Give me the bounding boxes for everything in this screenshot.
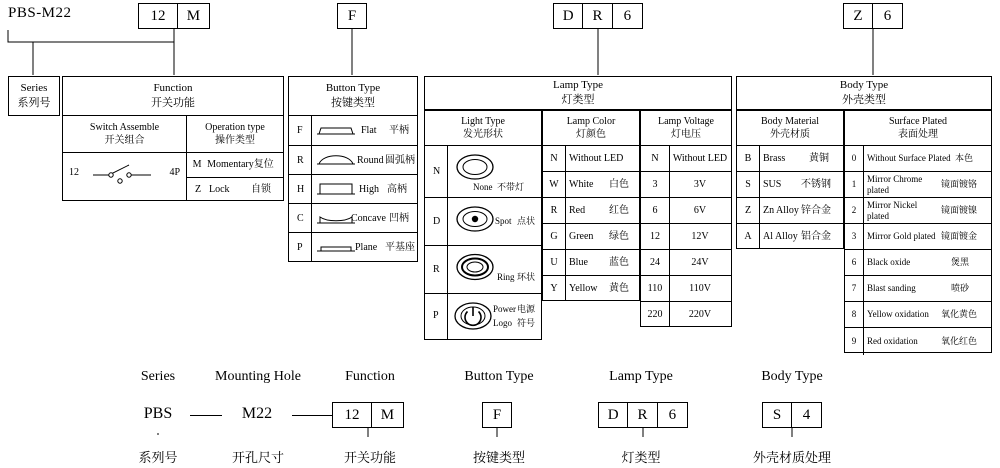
light-type-code-n: N — [433, 166, 441, 177]
light-type-column — [424, 110, 542, 340]
button-row-plane — [289, 233, 417, 262]
lamp-voltage-code-24: 24 — [650, 256, 660, 268]
button-row-round — [289, 146, 417, 175]
bottom-code-series: PBS — [143, 405, 173, 422]
lamp-voltage-en-220: 220V — [688, 308, 712, 320]
body-material-code-z: Z — [744, 204, 752, 216]
bottom-cn-mounting-hole: 开孔尺寸 — [231, 450, 284, 465]
light-type-row-none — [425, 146, 541, 198]
lamp-color-cn-w: 白色 — [609, 178, 629, 190]
lamp-color-cn-r: 红色 — [609, 204, 629, 216]
button-cn-high: 高柄 — [387, 184, 407, 195]
bottom-body-type-code-cell-2: 4 — [802, 406, 811, 423]
surface-code-1: 1 — [851, 179, 857, 190]
lamp-voltage-row-6 — [641, 198, 731, 224]
button-cn-flat: 平柄 — [389, 125, 409, 136]
lamp-color-column — [542, 110, 640, 301]
body-material-row-z — [737, 198, 843, 224]
lamp-color-en-u: Blue — [569, 256, 588, 268]
lamp-voltage-row-n — [641, 146, 731, 172]
surface-code-3: 3 — [851, 231, 857, 242]
lamp-color-row-r — [543, 198, 639, 224]
bottom-header-body-type: Body Type — [761, 369, 823, 384]
lamp-color-col-en: Lamp Color — [566, 115, 616, 127]
surface-row-9 — [845, 328, 991, 355]
surface-code-0: 0 — [851, 153, 857, 164]
function-code-cell-1: 12 — [139, 4, 178, 28]
button-code-f: F — [297, 125, 303, 136]
bottom-body-type-code-cell-1: S — [763, 403, 792, 427]
operation-row-lock — [187, 178, 283, 201]
light-type-cn2-power: 符号 — [517, 318, 536, 328]
surface-row-6 — [845, 250, 991, 276]
lamp-color-en-w: White — [569, 178, 594, 190]
surface-en-6: Black oxide — [867, 257, 911, 268]
lamp-voltage-column — [640, 110, 732, 327]
lamp-color-row-w — [543, 172, 639, 198]
button-code-p: P — [297, 242, 303, 253]
body-material-code-b: B — [744, 152, 752, 164]
lamp-type-label-en: Lamp Type — [552, 79, 604, 92]
body-material-row-a — [737, 224, 843, 249]
lamp-color-row-g — [543, 224, 639, 250]
lamp-voltage-row-220 — [641, 302, 731, 327]
surface-cn-8: 氧化黄色 — [941, 309, 978, 320]
body-type-label-cn: 外壳类型 — [842, 94, 886, 106]
lamp-color-code-u: U — [550, 256, 558, 268]
body-material-col-cn: 外壳材质 — [770, 129, 810, 140]
button-cn-round: 圆弧柄 — [385, 155, 415, 166]
lamp-type-label-cn: 灯类型 — [561, 94, 595, 106]
button-row-high — [289, 175, 417, 204]
surface-en-2: Mirror Nickel plated — [867, 200, 918, 221]
flat-button-icon — [315, 121, 357, 141]
lamp-voltage-code-n: N — [651, 152, 659, 164]
lamp-voltage-en-24: 24V — [691, 256, 709, 268]
lamp-type-code-cell-1: D — [554, 4, 583, 28]
body-type-section-header — [736, 76, 992, 110]
bottom-function-code-cell-2: M — [380, 406, 395, 423]
light-type-en2-power: Logo — [493, 318, 512, 328]
lamp-color-cn-g: 绿色 — [609, 230, 629, 242]
lamp-color-code-w: W — [549, 178, 559, 190]
light-type-cn-power: 电源 — [517, 304, 536, 314]
bottom-cn-function: 开关功能 — [343, 450, 396, 465]
surface-plated-column — [844, 110, 992, 353]
body-material-cn-s: 不锈钢 — [801, 178, 831, 190]
bottom-header-series: Series — [140, 369, 176, 384]
lamp-voltage-code-12: 12 — [650, 230, 660, 242]
plane-button-icon — [315, 239, 357, 257]
surface-code-6: 6 — [851, 257, 857, 268]
surface-cn-3: 镜面镀金 — [941, 231, 978, 242]
lamp-voltage-en-6: 6V — [693, 204, 707, 216]
series-code-text: PBS-M22 — [8, 5, 72, 21]
body-material-col-en: Body Material — [760, 115, 820, 127]
button-en-round: Round — [357, 155, 384, 166]
operation-en-z: Lock — [209, 183, 230, 195]
surface-en-0: Without Surface Plated — [867, 153, 951, 164]
operation-type-label-cn: 操作类型 — [215, 135, 255, 146]
series-section-box — [8, 76, 60, 116]
light-type-col-cn: 发光形状 — [463, 129, 503, 140]
light-type-cn-ring: 环状 — [517, 272, 536, 282]
body-material-column — [736, 110, 844, 249]
surface-plated-col-en: Surface Plated — [888, 115, 948, 127]
operation-type-label-en: Operation type — [205, 121, 265, 133]
lamp-voltage-col-cn: 灯电压 — [671, 129, 701, 140]
light-type-cn-spot: 点状 — [517, 216, 536, 226]
lamp-color-code-n: N — [550, 152, 558, 164]
button-row-flat — [289, 116, 417, 146]
bottom-cn-button-type: 按键类型 — [472, 450, 525, 465]
lamp-voltage-col-en: Lamp Voltage — [657, 115, 714, 127]
lamp-color-row-u — [543, 250, 639, 276]
light-type-col-en: Light Type — [461, 115, 505, 127]
lamp-type-code-cell-3: 6 — [623, 7, 632, 24]
surface-en-9: Red oxidation — [867, 336, 918, 347]
light-type-row-spot — [425, 198, 541, 246]
light-type-en-power: Power — [493, 304, 516, 314]
bottom-header-mounting-hole: Mounting Hole — [215, 369, 301, 384]
light-type-en-spot: Spot — [495, 216, 512, 226]
switch-assemble-code-left: 12 — [69, 167, 79, 178]
lamp-type-section-header — [424, 76, 732, 110]
button-type-label-cn: 按键类型 — [331, 97, 375, 109]
lamp-voltage-row-24 — [641, 250, 731, 276]
surface-row-3 — [845, 224, 991, 250]
surface-row-1 — [845, 172, 991, 198]
lamp-voltage-en-3: 3V — [693, 178, 707, 190]
surface-cn-6: 煲黑 — [951, 257, 970, 268]
button-code-h: H — [297, 184, 305, 195]
lamp-color-code-r: R — [550, 204, 558, 216]
lamp-color-code-g: G — [550, 230, 558, 242]
operation-code-z: Z — [194, 183, 202, 195]
operation-cn-m: 复位 — [253, 159, 274, 171]
surface-code-2: 2 — [851, 205, 857, 216]
lamp-voltage-row-3 — [641, 172, 731, 198]
operation-cn-z: 自锁 — [251, 183, 271, 195]
surface-code-9: 9 — [851, 336, 857, 347]
button-type-label-en: Button Type — [325, 82, 381, 95]
body-type-code-cell-2: 6 — [883, 7, 892, 24]
lamp-color-row-n — [543, 146, 639, 172]
body-type-code-cell-1: Z — [844, 4, 873, 28]
bottom-lamp-type-code-cell-2: R — [628, 403, 657, 427]
light-type-code-p: P — [433, 310, 439, 321]
surface-code-7: 7 — [851, 283, 857, 294]
body-material-en-a: Al Alloy — [763, 230, 798, 242]
body-material-en-s: SUS — [763, 178, 782, 190]
series-label-en: Series — [20, 82, 48, 95]
switch-contact-symbol-icon — [89, 159, 165, 193]
body-material-code-a: A — [744, 230, 752, 242]
lamp-color-cn-u: 蓝色 — [609, 256, 629, 268]
function-label-en: Function — [153, 82, 193, 95]
bottom-cn-body-type: 外壳材质处理 — [752, 450, 831, 465]
power-logo-icon — [453, 299, 493, 335]
bottom-function-code-cell-1: 12 — [333, 403, 372, 427]
button-code-c: C — [297, 213, 304, 224]
ring-icon — [455, 251, 495, 285]
surface-cn-7: 喷砂 — [951, 283, 970, 294]
surface-cn-2: 镜面镀镍 — [941, 205, 978, 216]
surface-en-3: Mirror Gold plated — [867, 231, 936, 242]
bottom-cn-series: 系列号 — [138, 450, 178, 465]
bottom-lamp-type-code-cell-3: 6 — [668, 406, 677, 423]
surface-plated-col-cn: 表面处理 — [898, 129, 938, 140]
round-button-icon — [315, 150, 357, 170]
bottom-lamp-type-code-cell-1: D — [599, 403, 628, 427]
lamp-type-code-cell-2: R — [583, 4, 612, 28]
surface-row-2 — [845, 198, 991, 224]
lamp-voltage-row-12 — [641, 224, 731, 250]
body-material-cn-b: 黄铜 — [809, 152, 829, 164]
body-material-cn-z: 锌合金 — [801, 204, 831, 216]
button-type-code-cell-1: F — [347, 7, 357, 24]
surface-row-0 — [845, 146, 991, 172]
surface-en-8: Yellow oxidation — [867, 309, 929, 320]
body-material-row-b — [737, 146, 843, 172]
bottom-code-mounting-hole: M22 — [241, 405, 273, 422]
body-material-code-s: S — [745, 178, 751, 190]
surface-code-8: 8 — [851, 309, 857, 320]
function-code-cell-2: M — [186, 7, 201, 24]
operation-row-momentary — [187, 153, 283, 178]
light-type-en-none: None — [473, 182, 493, 192]
bottom-header-button-type: Button Type — [464, 369, 534, 384]
lamp-voltage-code-220: 220 — [647, 308, 663, 320]
lamp-voltage-code-3: 3 — [652, 178, 658, 190]
lamp-voltage-code-6: 6 — [652, 204, 658, 216]
function-label-cn: 开关功能 — [151, 97, 195, 109]
high-button-icon — [315, 179, 357, 199]
surface-row-8 — [845, 302, 991, 328]
button-en-flat: Flat — [361, 125, 377, 136]
bottom-header-function: Function — [345, 369, 395, 384]
surface-en-1: Mirror Chrome plated — [867, 174, 923, 195]
light-type-en-ring: Ring — [497, 272, 515, 282]
light-type-cn-none: 不带灯 — [497, 182, 525, 192]
button-en-high: High — [359, 184, 379, 195]
ring-none-icon — [455, 152, 495, 184]
lamp-color-en-y: Yellow — [569, 282, 598, 294]
body-material-en-b: Brass — [763, 152, 786, 164]
series-label-cn: 系列号 — [17, 97, 51, 109]
lamp-voltage-row-110 — [641, 276, 731, 302]
body-material-en-z: Zn Alloy — [763, 204, 799, 216]
surface-cn-9: 氧化红色 — [941, 336, 978, 347]
operation-code-m: M — [192, 159, 202, 171]
spot-icon — [455, 204, 495, 238]
light-type-row-power — [425, 294, 541, 340]
surface-row-7 — [845, 276, 991, 302]
bottom-header-lamp-type: Lamp Type — [609, 369, 673, 384]
lamp-color-row-y — [543, 276, 639, 301]
surface-en-7: Blast sanding — [867, 283, 916, 294]
switch-assemble-label-cn: 开关组合 — [104, 135, 145, 146]
lamp-voltage-code-110: 110 — [647, 282, 663, 294]
body-type-label-en: Body Type — [839, 79, 889, 92]
operation-en-m: Momentary — [207, 159, 254, 171]
lamp-color-en-g: Green — [569, 230, 594, 242]
lamp-voltage-en-12: 12V — [691, 230, 709, 242]
function-section — [62, 76, 284, 201]
bottom-cn-lamp-type: 灯类型 — [621, 450, 661, 465]
lamp-color-col-cn: 灯颜色 — [576, 129, 606, 140]
surface-cn-0: 本色 — [955, 153, 974, 164]
light-type-row-ring — [425, 246, 541, 294]
switch-assemble-code-right: 4P — [169, 167, 180, 178]
button-type-section — [288, 76, 418, 262]
lamp-voltage-en-110: 110V — [689, 282, 711, 294]
lamp-color-cn-y: 黄色 — [609, 282, 629, 294]
light-type-code-r: R — [433, 264, 440, 275]
lamp-voltage-en-n: Without LED — [672, 152, 728, 164]
button-cn-plane: 平基座 — [385, 242, 415, 253]
lamp-color-code-y: Y — [550, 282, 558, 294]
button-cn-concave: 凹柄 — [389, 213, 409, 224]
body-material-row-s — [737, 172, 843, 198]
lamp-color-en-n: Without LED — [569, 152, 624, 164]
light-type-code-d: D — [433, 216, 441, 227]
surface-cn-1: 镜面镀铬 — [941, 179, 978, 190]
button-en-plane: Plane — [355, 242, 378, 253]
button-code-r: R — [297, 155, 304, 166]
button-en-concave: Concave — [351, 213, 386, 224]
body-material-cn-a: 铝合金 — [801, 230, 831, 242]
bottom-button-type-code-cell-1: F — [492, 406, 502, 423]
switch-assemble-label-en: Switch Assemble — [89, 121, 160, 133]
button-row-concave — [289, 204, 417, 233]
connector-lines — [0, 0, 1000, 80]
lamp-color-en-r: Red — [569, 204, 586, 216]
